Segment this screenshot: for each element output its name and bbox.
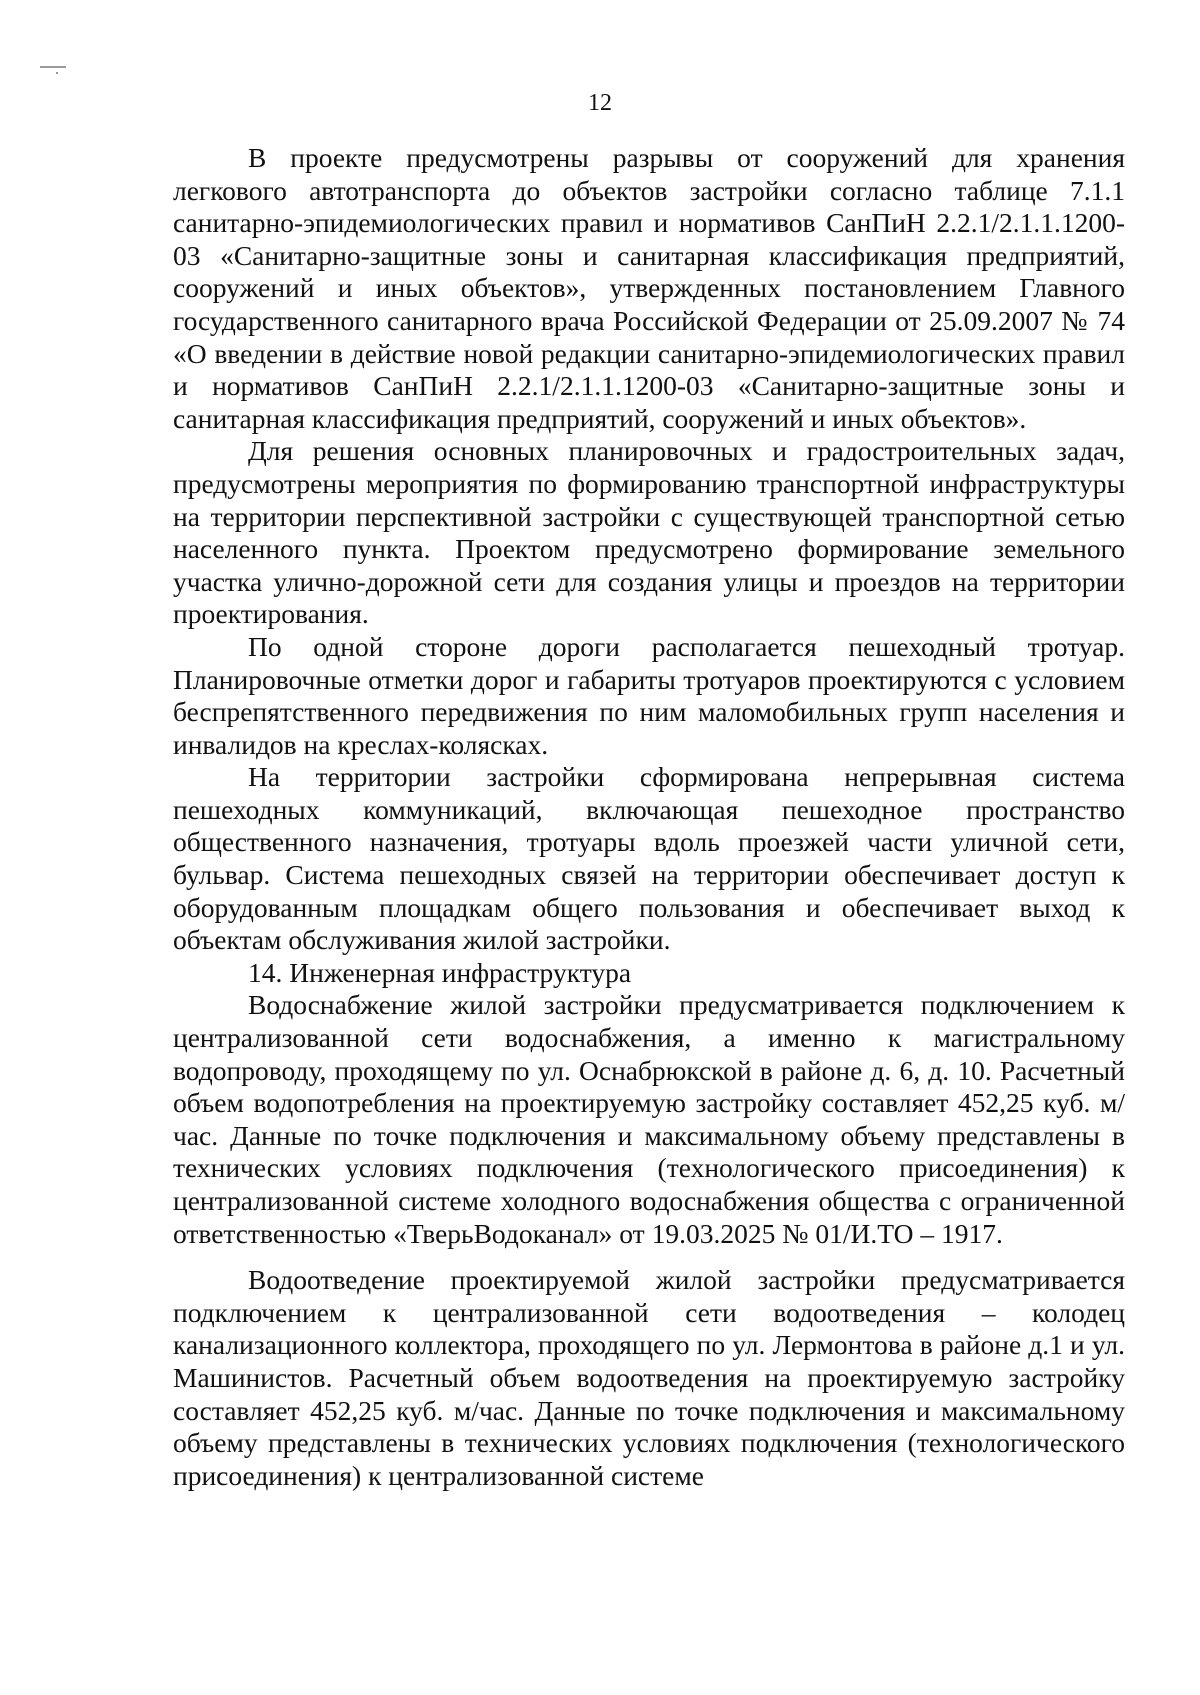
page-number: 12 bbox=[588, 90, 612, 116]
section-heading-engineering-infrastructure: 14. Инженерная инфраструктура bbox=[248, 956, 632, 988]
paragraph-sanitary-gaps: В проекте предусмотрены разрывы от сооружений для хранения легкового автотранспорта до объектов застройки согласно таблице 7.1.1 санитарно-эпидемиологических правил и нормативов СанПиН 2.2.1/2.1.1.1200-03 «Санитарно-защитные зоны и санитарная классификация предприятий, сооружений и иных объектов», утвержденных постановлением Главного государственного санитарного врача Российской Федерации от 25.09.2007 № 74 «О введении в действие новой редакции санитарно-эпидемиологических правил и нормативов СанПиН 2.2.1/2.1.1.1200-03 «Санитарно-защитные зоны и санитарная классификация предприятий, сооружений и иных объектов». bbox=[173, 142, 1125, 434]
paragraph-sidewalk: По одной стороне дороги располагается пешеходный тротуар. Планировочные отметки дорог и габариты тротуаров проектируются с условием беспрепятственного передвижения по ним маломобильных групп населения и инвалидов на креслах-колясках. bbox=[173, 630, 1125, 760]
paragraph-water-supply: Водоснабжение жилой застройки предусматривается подключением к централизованной сети водоснабжения, а именно к магистральному водопроводу, проходящему по ул. Оснабрюкской в районе д. 6, д. 10. Расчетный объем водопотребления на проектируемую застройку составляет 452,25 куб. м/час. Данные по точке подключения и максимальному объему представлены в технических условиях подключения (технологического присоединения) к централизованной системе холодного водоснабжения общества с ограниченной ответственностью «ТверьВодоканал» от 19.03.2025 № 01/И.ТО – 1917. bbox=[173, 989, 1125, 1249]
paragraph-water-disposal: Водоотведение проектируемой жилой застройки предусматривается подключением к централизованной сети водоотведения – колодец канализационного коллектора, проходящего по ул. Лермонтова в районе д.1 и ул. Машинистов. Расчетный объем водоотведения на проектируемую застройку составляет 452,25 куб. м/час. Данные по точке подключения и максимальному объему представлены в технических условиях подключения (технологического присоединения) к централизованной системе bbox=[173, 1264, 1125, 1491]
scan-artifact-mark bbox=[56, 72, 58, 74]
document-body bbox=[173, 142, 1125, 1492]
paragraph-transport-infrastructure: Для решения основных планировочных и градостроительных задач, предусмотрены мероприятия по формированию транспортной инфраструктуры на территории перспективной застройки с существующей транспортной сетью населенного пункта. Проектом предусмотрено формирование земельного участка улично-дорожной сети для создания улицы и проездов на территории проектирования. bbox=[173, 435, 1125, 630]
paragraph-pedestrian-network: На территории застройки сформирована непрерывная система пешеходных коммуникаций, включающая пешеходное пространство общественного назначения, тротуары вдоль проезжей части уличной сети, бульвар. Система пешеходных связей на территории обеспечивает доступ к оборудованным площадкам общего пользования и обеспечивает выход к объектам обслуживания жилой застройки. bbox=[173, 761, 1125, 956]
scan-artifact-mark bbox=[40, 66, 66, 68]
